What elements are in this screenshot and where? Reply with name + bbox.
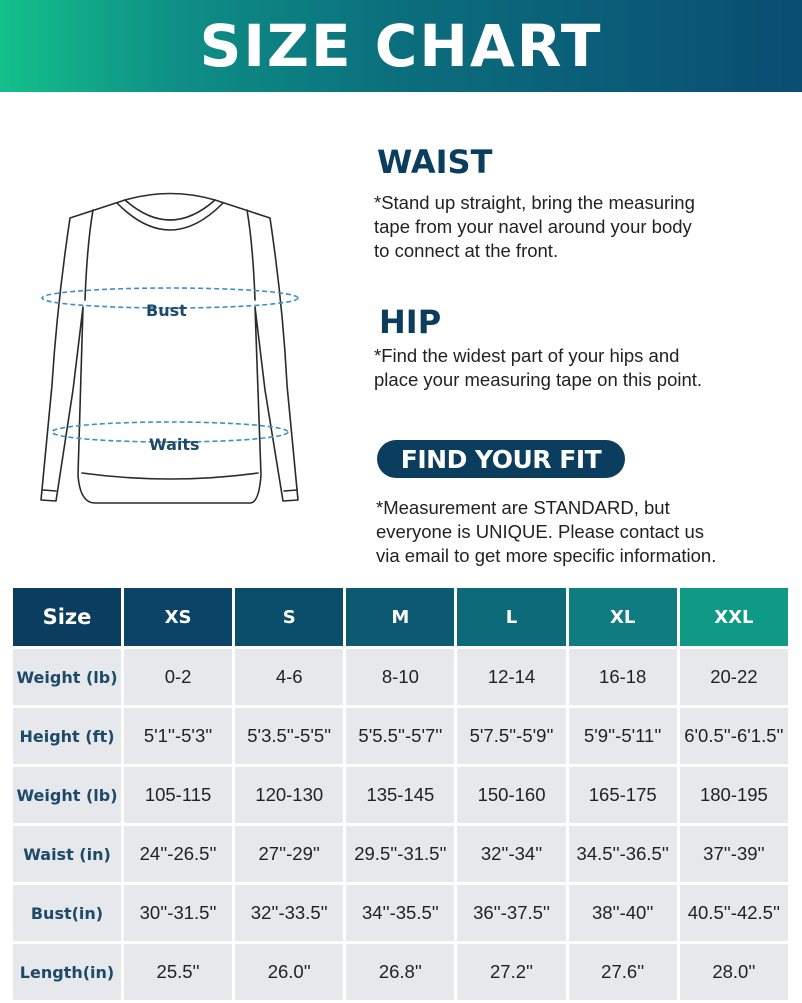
table-cell: 32''-34'' bbox=[457, 826, 565, 882]
row-label: Waist (in) bbox=[13, 826, 121, 882]
table-cell: 26.8'' bbox=[346, 944, 454, 1000]
table-cell: 12-14 bbox=[457, 649, 565, 705]
size-header-cell: Size bbox=[13, 588, 121, 646]
size-table bbox=[10, 585, 791, 1003]
title-banner bbox=[0, 0, 802, 92]
table-cell: 8-10 bbox=[346, 649, 454, 705]
table-cell: 27''-29'' bbox=[235, 826, 343, 882]
table-cell: 29.5''-31.5'' bbox=[346, 826, 454, 882]
table-row bbox=[13, 708, 788, 764]
table-cell: 4-6 bbox=[235, 649, 343, 705]
row-label: Bust(in) bbox=[13, 885, 121, 941]
table-cell: 26.0'' bbox=[235, 944, 343, 1000]
table-cell: 24''-26.5'' bbox=[124, 826, 232, 882]
size-header-row bbox=[13, 588, 788, 646]
table-cell: 0-2 bbox=[124, 649, 232, 705]
table-cell: 34.5''-36.5'' bbox=[569, 826, 677, 882]
table-cell: 28.0'' bbox=[680, 944, 788, 1000]
waist-label: Waits bbox=[149, 435, 200, 454]
size-header-cell: XS bbox=[124, 588, 232, 646]
table-row bbox=[13, 649, 788, 705]
row-label: Weight (lb) bbox=[13, 767, 121, 823]
table-cell: 5'5.5''-5'7'' bbox=[346, 708, 454, 764]
table-cell: 36''-37.5'' bbox=[457, 885, 565, 941]
fit-note: *Measurement are STANDARD, but everyone is UNIQUE. Please contact us via email to get more specific information. bbox=[376, 497, 717, 566]
table-cell: 32''-33.5'' bbox=[235, 885, 343, 941]
table-cell: 34''-35.5'' bbox=[346, 885, 454, 941]
table-cell: 180-195 bbox=[680, 767, 788, 823]
size-header-cell: S bbox=[235, 588, 343, 646]
row-label: Height (ft) bbox=[13, 708, 121, 764]
table-cell: 5'1''-5'3'' bbox=[124, 708, 232, 764]
hip-heading: HIP bbox=[379, 303, 442, 341]
page-title: SIZE CHART bbox=[199, 12, 603, 80]
table-cell: 120-130 bbox=[235, 767, 343, 823]
table-cell: 30''-31.5'' bbox=[124, 885, 232, 941]
table-cell: 6'0.5''-6'1.5'' bbox=[680, 708, 788, 764]
table-cell: 40.5''-42.5'' bbox=[680, 885, 788, 941]
table-row bbox=[13, 767, 788, 823]
table-cell: 105-115 bbox=[124, 767, 232, 823]
bust-label: Bust bbox=[146, 301, 187, 320]
table-cell: 150-160 bbox=[457, 767, 565, 823]
row-label: Length(in) bbox=[13, 944, 121, 1000]
table-cell: 37''-39'' bbox=[680, 826, 788, 882]
table-cell: 16-18 bbox=[569, 649, 677, 705]
size-header-cell: M bbox=[346, 588, 454, 646]
table-cell: 27.6'' bbox=[569, 944, 677, 1000]
shirt-illustration-icon bbox=[25, 185, 315, 515]
table-cell: 38''-40'' bbox=[569, 885, 677, 941]
table-cell: 20-22 bbox=[680, 649, 788, 705]
table-cell: 25.5'' bbox=[124, 944, 232, 1000]
size-header-cell: XL bbox=[569, 588, 677, 646]
table-cell: 5'7.5''-5'9'' bbox=[457, 708, 565, 764]
table-cell: 5'9''-5'11'' bbox=[569, 708, 677, 764]
find-your-fit-badge: FIND YOUR FIT bbox=[377, 440, 625, 478]
table-cell: 27.2'' bbox=[457, 944, 565, 1000]
table-row bbox=[13, 944, 788, 1000]
table-cell: 135-145 bbox=[346, 767, 454, 823]
hip-instructions: *Find the widest part of your hips and place your measuring tape on this point. bbox=[374, 345, 703, 390]
waist-heading: WAIST bbox=[377, 143, 493, 181]
table-cell: 5'3.5''-5'5'' bbox=[235, 708, 343, 764]
waist-instructions: *Stand up straight, bring the measuring tape from your navel around your body to connect at the front. bbox=[374, 192, 695, 261]
size-header-cell: XXL bbox=[680, 588, 788, 646]
table-cell: 165-175 bbox=[569, 767, 677, 823]
size-header-cell: L bbox=[457, 588, 565, 646]
table-row bbox=[13, 885, 788, 941]
row-label: Weight (lb) bbox=[13, 649, 121, 705]
table-row bbox=[13, 826, 788, 882]
